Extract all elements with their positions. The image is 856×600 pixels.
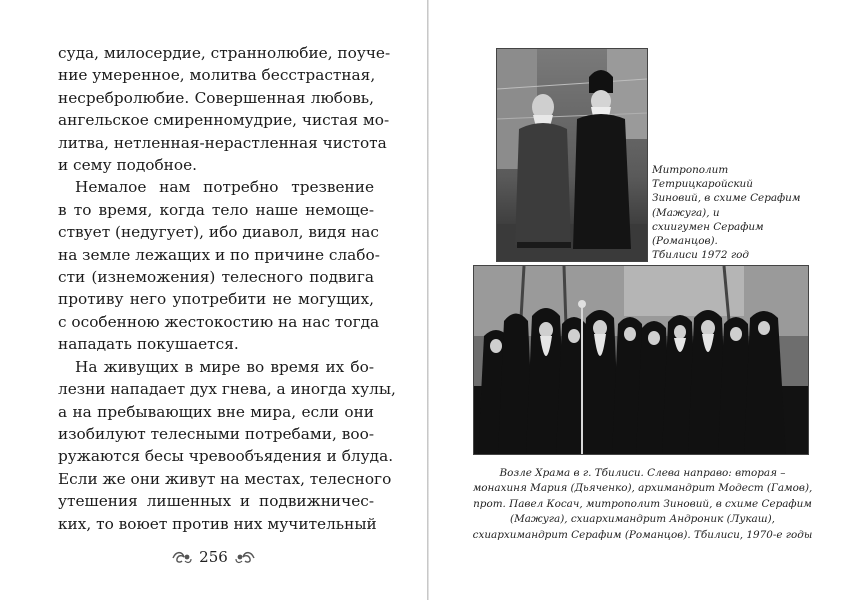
text-line: на земле лежащих и по причине слабо- [58,245,380,264]
text-line: и сему подобное. [58,156,198,175]
photo-group-clergy [473,265,809,455]
left-page [0,0,427,600]
text-line: несребролюбие. Совершенная любовь, [58,88,374,107]
photo-icon [474,266,808,454]
text-line: изобилуют телесными потребами, воо- [58,424,374,443]
caption-line: Зиновий, в схиме Серафим [652,192,801,205]
text-line: ние умеренное, молитва бесстрастная, [58,66,376,85]
text-line: а на пребывающих вне мира, если они [58,402,374,421]
text-line: ких, то воюет против них мучительный [58,514,377,533]
caption-line: схиигумен Серафим [652,220,764,233]
caption-line: Возле Храма в г. Тбилиси. Слева направо: вторая – [499,467,786,479]
text-line: лезни нападает дух гнева, а иногда хулы, [58,380,396,399]
right-page [429,0,856,600]
caption-line: (Мажуга), схиархимандрит Андроник (Лукаш), [510,513,775,526]
text-line: противу него употребити не могущих, [58,290,374,309]
text-line: На живущих в мире во время их бо- [75,357,374,376]
caption-line: Митрополит [652,164,729,176]
floral-ornament-icon [234,549,256,565]
text-line: ангельское смиренномудрие, чистая мо- [58,111,390,130]
text-line: утешения лишенных и подвижничес- [58,492,374,511]
text-line: ружаются бесы чревообъядения и блуда. [58,447,394,466]
photo-top-caption [652,163,832,262]
caption-line: Тетрицкаройский [652,178,753,191]
text-line: с особенною жестокостию на нас тогда [58,312,380,331]
photo-icon [497,49,647,261]
text-line: ствует (недугует), ибо диавол, видя нас [58,223,379,242]
caption-line: (Мажуга), и [652,206,720,219]
page-number: 256 [199,548,228,566]
text-line: Немалое нам потребно трезвение [75,178,374,197]
text-line: в то время, когда тело наше немоще- [58,200,374,219]
text-line: нападать покушается. [58,335,239,354]
caption-line: монахиня Мария (Дьяченко), архимандрит Модест (Гамов), [472,482,813,495]
page-number-footer [0,548,427,566]
text-line: сти (изнеможения) телесного подвига [58,268,374,287]
photo-two-clergymen [496,48,648,262]
caption-line: схиархимандрит Серафим (Романцов). Тбилиси, 1970-е годы [472,528,813,541]
photo-bottom-caption [449,466,836,543]
body-text [58,42,396,535]
caption-line: прот. Павел Косач, митрополит Зиновий, в схиме Серафим [473,497,812,510]
text-line: литва, нетленная-нерастленная чистота [58,133,387,152]
caption-line: (Романцов). [652,235,718,248]
text-line: суда, милосердие, страннолюбие, поуче- [58,44,391,62]
text-line: Если же они живут на местах, телесного [58,469,392,488]
floral-ornament-icon [171,549,193,565]
caption-line: Тбилиси 1972 год [652,249,749,262]
